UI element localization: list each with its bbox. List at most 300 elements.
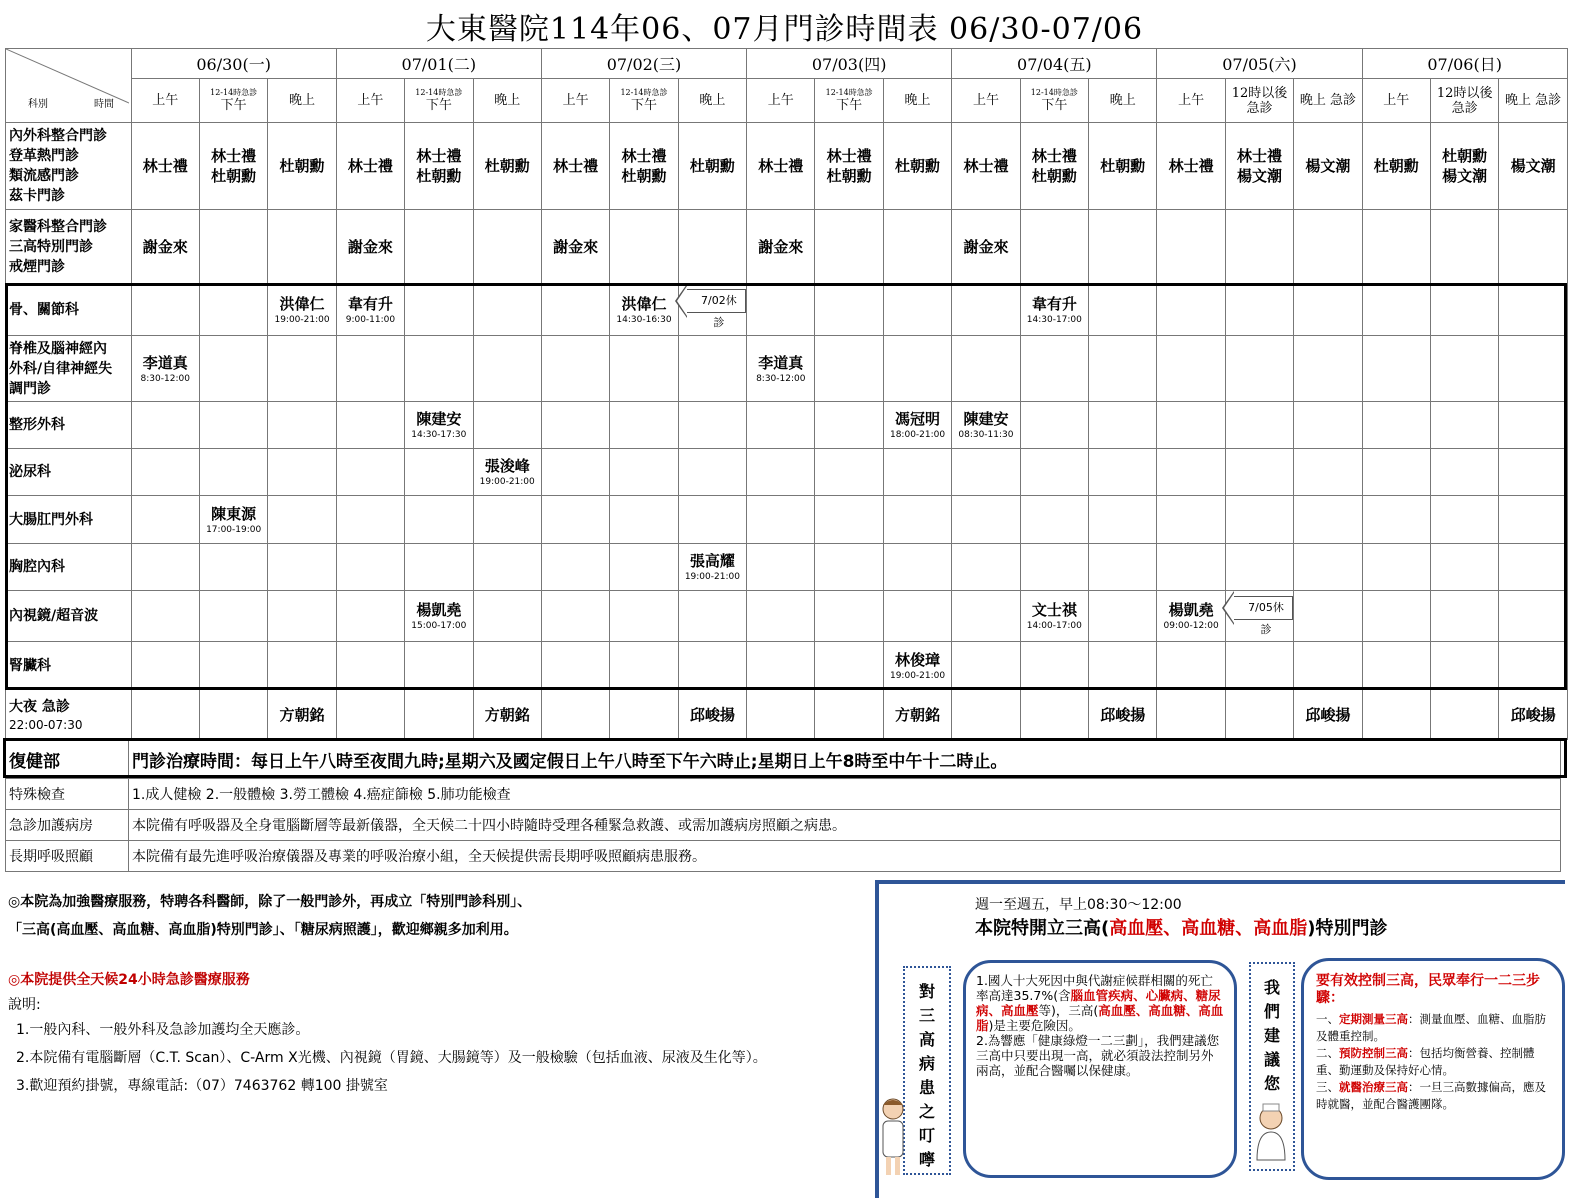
dept-name: 胸腔內科 xyxy=(6,544,132,591)
schedule-cell xyxy=(131,210,199,284)
schedule-cell xyxy=(199,690,267,740)
schedule-cell xyxy=(678,496,746,544)
schedule-cell xyxy=(815,402,883,449)
doctor-name: 楊凱堯 xyxy=(416,601,462,619)
schedule-cell xyxy=(473,544,541,591)
clinic-hours: 14:30-17:30 xyxy=(411,430,467,440)
schedule-cell xyxy=(541,591,609,642)
schedule-cell xyxy=(541,690,609,740)
schedule-cell xyxy=(747,496,815,544)
schedule-cell xyxy=(199,336,267,402)
schedule-cell xyxy=(1020,210,1088,284)
schedule-cell xyxy=(952,210,1020,284)
schedule-cell xyxy=(678,449,746,496)
schedule-cell xyxy=(199,402,267,449)
doctor-name: 林士禮 xyxy=(416,147,462,165)
doctor-name: 楊文潮 xyxy=(1510,157,1556,175)
notes-item: 3.歡迎預約掛號，專線電話:（07）7463762 轉100 掛號室 xyxy=(16,1078,388,1094)
schedule-cell xyxy=(747,449,815,496)
slot-header: 12時以後 急診 xyxy=(1225,79,1293,123)
schedule-cell xyxy=(747,336,815,402)
schedule-cell xyxy=(1225,591,1293,642)
doctor-name: 杜朝勳 xyxy=(279,157,325,175)
schedule-cell xyxy=(131,591,199,642)
notes xyxy=(8,888,868,1100)
schedule-cell xyxy=(1362,690,1430,740)
schedule-cell xyxy=(268,690,336,740)
schedule-cell xyxy=(815,591,883,642)
doctor-name: 杜朝勳 xyxy=(484,157,530,175)
schedule-cell xyxy=(1089,544,1157,591)
slot-header: 12-14時急診 下午 xyxy=(405,79,473,123)
schedule-cell xyxy=(1430,544,1498,591)
schedule-cell xyxy=(1020,690,1088,740)
schedule-cell xyxy=(131,123,199,210)
schedule-cell xyxy=(336,402,404,449)
schedule-cell xyxy=(199,642,267,690)
dept-name: 泌尿科 xyxy=(6,449,132,496)
schedule-cell xyxy=(541,496,609,544)
doctor-name: 謝金來 xyxy=(553,237,599,256)
dept-row xyxy=(6,496,1568,544)
dept-name: 家醫科整合門診 三高特別門診 戒煙門診 xyxy=(6,210,132,284)
doctor-name: 楊文潮 xyxy=(1237,167,1283,185)
doctor-name: 林士禮 xyxy=(826,147,872,165)
schedule-cell xyxy=(541,123,609,210)
schedule-cell xyxy=(1020,591,1088,642)
schedule-cell xyxy=(199,123,267,210)
notes-line1: ◎本院為加強醫療服務，特聘各科醫師，除了一般門診外，再成立「特別門診科別」、 xyxy=(8,894,532,910)
schedule-cell xyxy=(1294,544,1362,591)
closed-arrow-icon: 7/05休診 xyxy=(1234,596,1293,620)
corner-time-label: 時間 xyxy=(94,99,114,110)
schedule-cell xyxy=(1225,544,1293,591)
schedule-cell xyxy=(1157,690,1225,740)
info-label: 長期呼吸照顧 xyxy=(6,841,129,872)
schedule-cell xyxy=(1294,402,1362,449)
schedule-cell xyxy=(1499,449,1567,496)
info-text: 本院備有最先進呼吸治療儀器及專業的呼吸治療小組，全天候提供需長期呼吸照顧病患服務。 xyxy=(129,841,1561,872)
promo-heading: 本院特開立三高(高血壓、高血糖、高血脂)特別門診 xyxy=(975,918,1388,939)
dept-row xyxy=(6,123,1568,210)
schedule-cell xyxy=(678,544,746,591)
slot-header: 12-14時急診 下午 xyxy=(199,79,267,123)
dept-name: 內外科整合門診 登革熱門診 類流感門診 茲卡門診 xyxy=(6,123,132,210)
slot-header: 晚上 xyxy=(1089,79,1157,123)
schedule-cell xyxy=(815,544,883,591)
schedule-cell xyxy=(815,336,883,402)
schedule-cell xyxy=(1499,123,1567,210)
schedule-cell xyxy=(473,449,541,496)
doctor-name: 杜朝勳 xyxy=(689,157,735,175)
schedule-cell xyxy=(1225,123,1293,210)
doctor-name: 林俊璋 xyxy=(895,650,941,669)
page-title: 大東醫院114年06、07月門診時間表 06/30-07/06 xyxy=(425,12,1144,47)
schedule-cell xyxy=(678,123,746,210)
schedule-cell xyxy=(1362,402,1430,449)
doctor-name: 洪偉仁 xyxy=(621,294,667,313)
schedule-cell xyxy=(1499,336,1567,402)
schedule-cell xyxy=(268,591,336,642)
schedule-cell xyxy=(883,591,951,642)
schedule-cell xyxy=(1157,210,1225,284)
schedule-cell xyxy=(473,284,541,336)
doctor-name: 楊文潮 xyxy=(1442,167,1488,185)
advice-box: 1.國人十大死因中與代謝症候群相關的死亡率高達35.7%(含腦血管疾病、心臟病、糖尿病、高血壓等)，三高(高血壓、高血糖、高血脂)是主要危險因。 2.為響應「健康綠燈一二三劃」，我們建議您三高中只要出現一高，就必須設法控制另外兩高，並配合醫囑以保健康。 xyxy=(963,960,1237,1178)
clinic-hours: 19:00-21:00 xyxy=(684,572,740,582)
schedule-cell xyxy=(405,690,473,740)
doctor-name: 林士禮 xyxy=(553,157,599,175)
schedule-cell xyxy=(678,591,746,642)
schedule-cell xyxy=(1089,496,1157,544)
schedule-cell xyxy=(1157,402,1225,449)
schedule-cell xyxy=(1020,449,1088,496)
schedule-cell xyxy=(199,496,267,544)
schedule-cell xyxy=(199,210,267,284)
doctor-name: 張浚峰 xyxy=(484,457,530,475)
slot-header: 12-14時急診 下午 xyxy=(815,79,883,123)
doctor-name: 杜朝勳 xyxy=(1442,147,1488,165)
doctor-name: 張高耀 xyxy=(689,552,735,570)
schedule-cell xyxy=(747,642,815,690)
doctor-name: 陳建安 xyxy=(963,410,1009,428)
schedule-cell xyxy=(1225,402,1293,449)
doctor-name: 韋有升 xyxy=(1031,294,1077,313)
schedule-cell xyxy=(815,496,883,544)
schedule-cell xyxy=(405,642,473,690)
doctor-name: 杜朝勳 xyxy=(211,167,257,185)
schedule-cell xyxy=(1430,402,1498,449)
schedule-cell xyxy=(473,690,541,740)
clinic-hours: 14:30-17:00 xyxy=(1026,314,1082,325)
schedule-cell xyxy=(1499,496,1567,544)
notes-line2: 「三高(高血壓、高血糖、高血脂)特別門診」、「糖尿病照護」，歡迎鄉親多加利用。 xyxy=(8,922,518,938)
day-header: 06/30(一) xyxy=(131,49,336,79)
schedule-cell xyxy=(473,210,541,284)
schedule-cell xyxy=(1362,123,1430,210)
schedule-cell xyxy=(1225,449,1293,496)
dept-row xyxy=(6,642,1568,690)
schedule-cell xyxy=(1430,284,1498,336)
doctor-name: 林士禮 xyxy=(621,147,667,165)
schedule-cell xyxy=(1157,642,1225,690)
slot-header: 上午 xyxy=(952,79,1020,123)
rehab-row xyxy=(6,740,1561,779)
schedule-cell xyxy=(1089,690,1157,740)
schedule-cell xyxy=(268,123,336,210)
promo-subtitle: 週一至週五，早上08:30～12:00 xyxy=(975,897,1182,913)
schedule-cell xyxy=(1362,336,1430,402)
clinic-hours: 8:30-12:00 xyxy=(140,373,190,384)
doctor-name: 謝金來 xyxy=(963,237,1009,256)
schedule-cell xyxy=(1430,336,1498,402)
schedule-cell xyxy=(1225,496,1293,544)
schedule-cell xyxy=(336,449,404,496)
schedule-cell xyxy=(336,284,404,336)
schedule-cell xyxy=(815,690,883,740)
schedule-cell xyxy=(1089,123,1157,210)
schedule-cell xyxy=(405,284,473,336)
corner-cell xyxy=(6,49,132,123)
schedule-cell xyxy=(1225,284,1293,336)
schedule-cell xyxy=(678,402,746,449)
schedule-cell xyxy=(747,591,815,642)
slot-header: 上午 xyxy=(336,79,404,123)
schedule-cell xyxy=(131,690,199,740)
schedule-cell xyxy=(1225,210,1293,284)
schedule-cell xyxy=(1362,284,1430,336)
schedule-cell xyxy=(1157,284,1225,336)
schedule-cell xyxy=(1430,496,1498,544)
schedule-cell xyxy=(610,123,678,210)
clinic-hours: 15:00-17:00 xyxy=(411,621,467,631)
clinic-hours: 9:00-11:00 xyxy=(345,314,396,325)
schedule-cell xyxy=(815,449,883,496)
info-row xyxy=(6,810,1561,841)
clinic-hours: 19:00-21:00 xyxy=(889,670,946,681)
info-label: 特殊檢查 xyxy=(6,779,129,810)
schedule-cell xyxy=(1157,544,1225,591)
schedule-cell xyxy=(199,449,267,496)
schedule-cell xyxy=(199,591,267,642)
clinic-hours: 8:30-12:00 xyxy=(756,373,806,384)
schedule-cell xyxy=(131,402,199,449)
schedule-cell xyxy=(1362,496,1430,544)
schedule-cell xyxy=(1089,210,1157,284)
slot-header: 上午 xyxy=(1362,79,1430,123)
dept-row xyxy=(6,402,1568,449)
schedule-cell xyxy=(473,123,541,210)
rehab-label: 復健部 xyxy=(6,740,129,779)
doctor-name: 方朝銘 xyxy=(279,705,325,724)
doctor-name: 馮冠明 xyxy=(895,410,941,428)
schedule-cell xyxy=(405,449,473,496)
schedule-cell xyxy=(883,210,951,284)
schedule-cell xyxy=(1430,123,1498,210)
doctor-name: 謝金來 xyxy=(758,237,804,256)
schedule-cell xyxy=(473,402,541,449)
schedule-cell xyxy=(952,690,1020,740)
three-highs-promo xyxy=(875,880,1565,1198)
slot-header: 12時以後 急診 xyxy=(1430,79,1498,123)
doctor-name: 杜朝勳 xyxy=(826,167,872,185)
schedule-cell xyxy=(473,642,541,690)
schedule-cell xyxy=(610,591,678,642)
schedule-cell xyxy=(268,544,336,591)
advice-vertical-label: 對三高病患之叮嚀 xyxy=(903,966,951,1175)
schedule-cell xyxy=(952,544,1020,591)
schedule-cell xyxy=(747,402,815,449)
slot-header: 上午 xyxy=(131,79,199,123)
info-label: 急診加護病房 xyxy=(6,810,129,841)
slot-header: 上午 xyxy=(541,79,609,123)
schedule-cell xyxy=(131,496,199,544)
schedule-cell xyxy=(131,336,199,402)
schedule-cell xyxy=(883,642,951,690)
schedule-cell xyxy=(1089,449,1157,496)
dept-row xyxy=(6,284,1568,336)
schedule-cell xyxy=(473,336,541,402)
doctor-name: 杜朝勳 xyxy=(416,167,462,185)
slot-header: 晚上 xyxy=(678,79,746,123)
schedule-cell xyxy=(1294,123,1362,210)
schedule-cell xyxy=(952,123,1020,210)
clinic-hours: 09:00-12:00 xyxy=(1163,621,1219,631)
recommend-vertical-label: 我們建議您 xyxy=(1249,962,1295,1171)
schedule-cell xyxy=(336,123,404,210)
notes-item: 1.一般內科、一般外科及急診加護均全天應診。 xyxy=(16,1022,310,1038)
schedule-cell xyxy=(883,284,951,336)
doctor-name: 洪偉仁 xyxy=(279,294,325,313)
schedule-cell xyxy=(336,642,404,690)
doctor-name: 邱峻揚 xyxy=(1510,705,1556,724)
schedule-cell xyxy=(1499,591,1567,642)
doctor-name: 楊凱堯 xyxy=(1168,601,1214,619)
schedule-cell xyxy=(678,336,746,402)
clinic-hours: 17:00-19:00 xyxy=(206,524,262,535)
clinic-hours: 08:30-11:30 xyxy=(958,430,1014,440)
notes-emergency: ◎本院提供全天候24小時急診醫療服務 xyxy=(8,972,250,988)
schedule-cell xyxy=(678,210,746,284)
doctor-name: 邱峻揚 xyxy=(1100,705,1146,724)
doctor-name: 李道真 xyxy=(758,353,804,372)
schedule-cell xyxy=(405,402,473,449)
schedule-cell xyxy=(1499,690,1567,740)
schedule-cell xyxy=(1499,642,1567,690)
slot-header: 上午 xyxy=(1157,79,1225,123)
doctor-name: 文士祺 xyxy=(1031,601,1077,619)
day-header: 07/06(日) xyxy=(1362,49,1567,79)
schedule-cell xyxy=(336,336,404,402)
dept-name: 骨、關節科 xyxy=(6,284,132,336)
schedule-cell xyxy=(1362,544,1430,591)
doctor-name: 林士禮 xyxy=(1168,157,1214,175)
dept-row xyxy=(6,591,1568,642)
slot-header: 12-14時急診 下午 xyxy=(610,79,678,123)
info-row xyxy=(6,841,1561,872)
schedule-cell xyxy=(815,642,883,690)
schedule-cell xyxy=(1499,284,1567,336)
schedule-cell xyxy=(336,496,404,544)
notes-item: 2.本院備有電腦斷層（C.T. Scan）、C-Arm X光機、內視鏡（胃鏡、大腸鏡等）及一般檢驗（包括血液、尿液及生化等）。 xyxy=(16,1050,767,1066)
schedule-cell xyxy=(1294,284,1362,336)
doctor-name: 楊文潮 xyxy=(1305,157,1351,175)
schedule-cell xyxy=(268,642,336,690)
rehab-text: 門診治療時間：每日上午八時至夜間九時;星期六及國定假日上午八時至下午六時止;星期日上午8時至中午十二時止。 xyxy=(129,740,1561,779)
doctor-name: 杜朝勳 xyxy=(1031,167,1077,185)
schedule-cell xyxy=(1362,210,1430,284)
doctor-name: 陳東源 xyxy=(211,504,257,523)
schedule-cell xyxy=(1089,642,1157,690)
schedule-cell xyxy=(610,449,678,496)
schedule-cell xyxy=(815,284,883,336)
schedule-cell xyxy=(1020,336,1088,402)
schedule-cell xyxy=(268,449,336,496)
doctor-name: 林士禮 xyxy=(963,157,1009,175)
schedule-cell xyxy=(1157,449,1225,496)
schedule-cell xyxy=(1294,690,1362,740)
dept-name: 大腸肛門外科 xyxy=(6,496,132,544)
info-row xyxy=(6,779,1561,810)
schedule-cell xyxy=(1294,496,1362,544)
schedule-cell xyxy=(883,402,951,449)
notes-desc-title: 說明: xyxy=(8,997,41,1013)
schedule-cell xyxy=(1225,690,1293,740)
schedule-cell xyxy=(268,284,336,336)
doctor-name: 林士禮 xyxy=(347,157,393,175)
schedule-cell xyxy=(541,210,609,284)
schedule-cell xyxy=(815,123,883,210)
schedule-cell xyxy=(610,642,678,690)
schedule-cell xyxy=(131,544,199,591)
slot-header: 晚上 xyxy=(473,79,541,123)
corner-dept-label: 科別 xyxy=(28,99,48,110)
schedule-cell xyxy=(610,336,678,402)
schedule-cell xyxy=(952,336,1020,402)
schedule-cell xyxy=(1157,591,1225,642)
dept-row xyxy=(6,449,1568,496)
schedule-cell xyxy=(952,591,1020,642)
schedule-cell xyxy=(610,690,678,740)
schedule-cell xyxy=(747,210,815,284)
header-dates xyxy=(6,49,1568,79)
nurse-icon xyxy=(875,1095,911,1185)
doctor-name: 林士禮 xyxy=(211,147,257,165)
doctor-name: 林士禮 xyxy=(142,157,188,175)
info-table xyxy=(5,739,1561,872)
schedule-cell xyxy=(1089,402,1157,449)
schedule-cell xyxy=(952,496,1020,544)
schedule-cell xyxy=(541,642,609,690)
schedule-cell xyxy=(610,544,678,591)
schedule-cell xyxy=(405,544,473,591)
slot-header: 上午 xyxy=(747,79,815,123)
doctor-name: 陳建安 xyxy=(416,410,462,428)
schedule-cell xyxy=(336,544,404,591)
dept-row xyxy=(6,544,1568,591)
clinic-hours: 19:00-21:00 xyxy=(274,314,330,325)
schedule-cell xyxy=(473,591,541,642)
schedule-cell xyxy=(1430,449,1498,496)
info-text: 本院備有呼吸器及全身電腦斷層等最新儀器，全天候二十四小時隨時受理各種緊急救護、或需加護病房照顧之病患。 xyxy=(129,810,1561,841)
schedule-cell xyxy=(268,336,336,402)
schedule-cell xyxy=(405,210,473,284)
schedule-cell xyxy=(268,210,336,284)
schedule-cell xyxy=(883,496,951,544)
closed-arrow-icon: 7/02休診 xyxy=(687,289,746,313)
steps-box: 要有效控制三高，民眾奉行一二三步驟： 一、定期測量三高：測量血壓、血糖、血脂肪及體重控制。 二、預防控制三高：包括均衡營養、控制體重、勤運動及保持好心情。 三、就醫治療三高：一旦三高數據偏高，應及時就醫，並配合醫護團隊。 xyxy=(1301,958,1565,1180)
schedule-cell xyxy=(1020,642,1088,690)
schedule-cell xyxy=(747,123,815,210)
doctor-name: 李道真 xyxy=(142,353,188,372)
schedule-cell xyxy=(747,690,815,740)
schedule-cell xyxy=(678,284,746,336)
schedule-cell xyxy=(1157,336,1225,402)
day-header: 07/01(二) xyxy=(336,49,541,79)
clinic-hours: 14:30-16:30 xyxy=(616,314,672,325)
schedule-cell xyxy=(1020,284,1088,336)
schedule-cell xyxy=(678,642,746,690)
doctor-name: 杜朝勳 xyxy=(1100,157,1146,175)
schedule-cell xyxy=(1157,496,1225,544)
schedule-cell xyxy=(1294,336,1362,402)
doctor-name: 杜朝勳 xyxy=(1373,157,1419,175)
schedule-cell xyxy=(199,284,267,336)
schedule-cell xyxy=(1499,210,1567,284)
slot-header: 晚上 急診 xyxy=(1294,79,1362,123)
doctor-name: 謝金來 xyxy=(347,237,393,256)
slot-header: 晚上 xyxy=(883,79,951,123)
